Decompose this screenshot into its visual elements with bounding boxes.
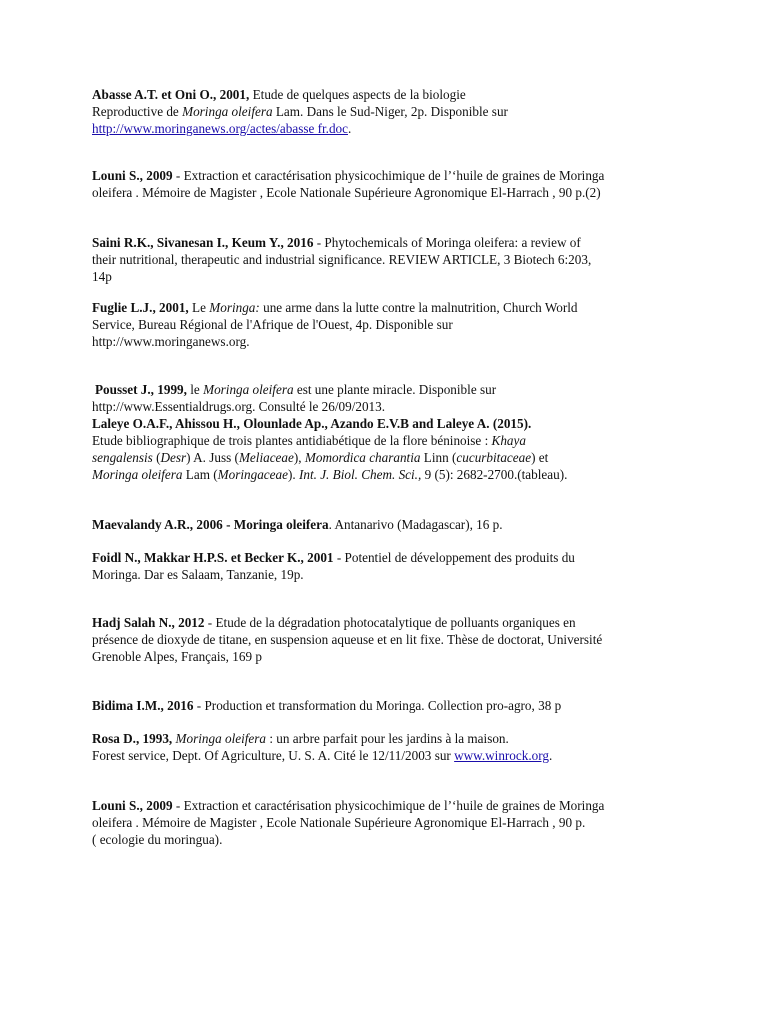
reference-louni-2009: Louni S., 2009 - Extraction et caractérisation physicochimique de l’‘huile de graines de Moringa oleifera . Mémoire de Magister , Ecole Nationale Supérieure Agronomique El-Harrach , 90 p.(2) bbox=[92, 168, 605, 200]
reference-abasse-2001: Abasse A.T. et Oni O., 2001, Etude de quelques aspects de la biologie Reproductive de Moringa oleifera Lam. Dans le Sud-Niger, 2p. Disponible sur http://www.moringanews.org/actes/abasse fr.doc. bbox=[92, 87, 508, 136]
reference-authors: Pousset J., 1999, bbox=[95, 382, 187, 397]
reference-authors: Saini R.K., Sivanesan I., Keum Y., 2016 bbox=[92, 235, 314, 250]
reference-saini-2016: Saini R.K., Sivanesan I., Keum Y., 2016 - Phytochemicals of Moringa oleifera: a review of their nutritional, therapeutic and industrial significance. REVIEW ARTICLE, 3 Biotech 6:203, 14p bbox=[92, 235, 592, 284]
reference-link[interactable]: www.winrock.org bbox=[454, 748, 549, 763]
reference-foidl-2001: Foidl N., Makkar H.P.S. et Becker K., 2001 - Potentiel de développement des produits du Moringa. Dar es Salaam, Tanzanie, 19p. bbox=[92, 550, 575, 582]
reference-louni-2009-second: Louni S., 2009 - Extraction et caractérisation physicochimique de l’‘huile de graines de Moringa oleifera . Mémoire de Magister , Ecole Nationale Supérieure Agronomique El-Harrach , 90 p. ( ecologie du moringua). bbox=[92, 798, 605, 847]
reference-authors: Foidl N., Makkar H.P.S. et Becker K., 2001 bbox=[92, 550, 334, 565]
reference-pousset-1999: Pousset J., 1999, le Moringa oleifera est une plante miracle. Disponible sur bbox=[95, 382, 497, 397]
reference-pousset-1999-cont: http://www.Essentialdrugs.org. Consulté le 26/09/2013. bbox=[92, 399, 386, 414]
reference-authors: Laleye O.A.F., Ahissou H., Olounlade Ap., Azando E.V.B and Laleye A. (2015). bbox=[92, 416, 532, 431]
reference-authors: Hadj Salah N., 2012 bbox=[92, 615, 205, 630]
reference-authors: Bidima I.M., 2016 bbox=[92, 698, 194, 713]
reference-rosa-1993: Rosa D., 1993, Moringa oleifera : un arbre parfait pour les jardins à la maison. Forest service, Dept. Of Agriculture, U. S. A. Cité le 12/11/2003 sur www.winrock.org. bbox=[92, 731, 553, 763]
reference-fuglie-2001: Fuglie L.J., 2001, Le Moringa: une arme dans la lutte contre la malnutrition, Church World Service, Bureau Régional de l'Afrique de l'Ouest, 4p. Disponible sur http://www.moringanews.org. bbox=[92, 300, 578, 349]
reference-laleye-2015: Laleye O.A.F., Ahissou H., Olounlade Ap., Azando E.V.B and Laleye A. (2015). Etude bibliographique de trois plantes antidiabétique de la flore béninoise : Khaya sengalensis (Desr) A. Juss (Meliaceae), Momordica charantia Linn (cucurbitaceae) et Moringa oleifera Lam (Moringaceae). Int. J. Biol. Chem. Sci., 9 (5): 2682-2700.(tableau). bbox=[92, 416, 568, 482]
reference-authors: Rosa D., 1993, bbox=[92, 731, 173, 746]
reference-authors: Maevalandy A.R., 2006 - Moringa oleifera bbox=[92, 517, 329, 532]
reference-authors: Fuglie L.J., 2001, bbox=[92, 300, 189, 315]
reference-maevalandy-2006: Maevalandy A.R., 2006 - Moringa oleifera. Antanarivo (Madagascar), 16 p. bbox=[92, 517, 503, 532]
reference-bidima-2016: Bidima I.M., 2016 - Production et transformation du Moringa. Collection pro-agro, 38 p bbox=[92, 698, 562, 713]
reference-hadj-salah-2012: Hadj Salah N., 2012 - Etude de la dégradation photocatalytique de polluants organiques en présence de dioxyde de titane, en suspension aqueuse et en lit fixe. Thèse de doctorat, Université Grenoble Alpes, Français, 169 p bbox=[92, 615, 603, 664]
reference-authors: Louni S., 2009 bbox=[92, 168, 173, 183]
reference-authors: Abasse A.T. et Oni O., 2001, bbox=[92, 87, 250, 102]
reference-authors: Louni S., 2009 bbox=[92, 798, 173, 813]
reference-link[interactable]: http://www.moringanews.org/actes/abasse fr.doc bbox=[92, 121, 348, 136]
